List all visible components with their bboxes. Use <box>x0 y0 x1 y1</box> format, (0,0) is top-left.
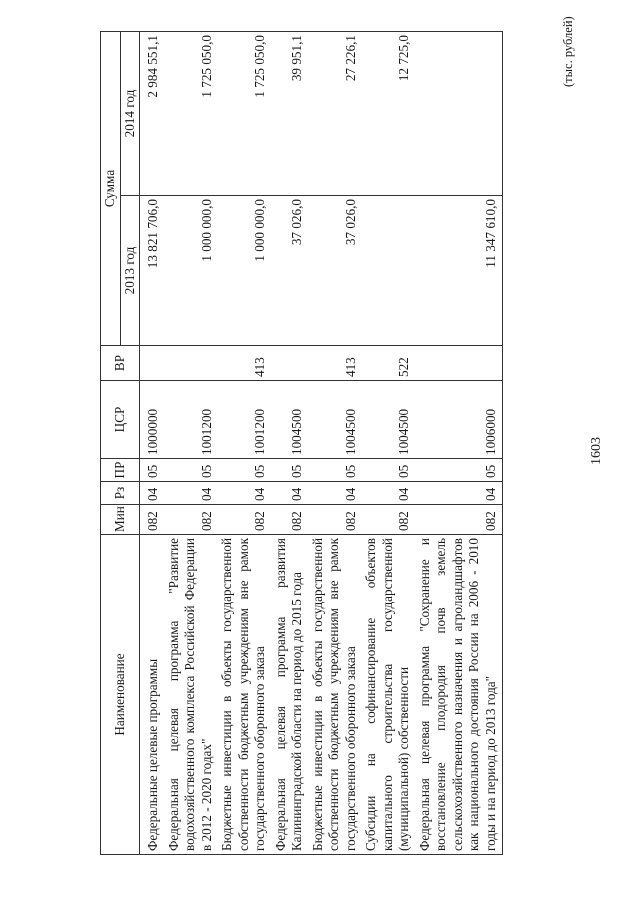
table-row <box>217 32 271 855</box>
row-amount-2013: 37 026,0 <box>271 196 308 346</box>
row-name: Федеральная целевая программа "Сохранение и восстановление плодородия почв земель сельскохозяйственного назначения и агроландшафтов как национального достояния России на 2006 - 2010 годы и на период до 2013 года" <box>415 535 503 855</box>
row-csr: 1004500 <box>308 381 362 459</box>
row-amount-2013: 1 000 000,0 <box>217 196 271 346</box>
row-vr <box>140 346 164 381</box>
table-row <box>164 32 218 855</box>
header-rz: Рз <box>101 482 140 505</box>
row-vr <box>415 346 503 381</box>
row-pr: 05 <box>415 459 503 482</box>
row-name: Бюджетные инвестиции в объекты государственной собственности бюджетным учреждениям вне рамок государственного оборонного заказа <box>308 535 362 855</box>
row-name: Бюджетные инвестиции в объекты государственной собственности бюджетным учреждениям вне рамок государственного оборонного заказа <box>217 535 271 855</box>
row-min: 082 <box>415 505 503 535</box>
header-year-2014: 2014 год <box>120 32 140 196</box>
row-amount-2014: 1 725 050,0 <box>217 32 271 196</box>
row-amount-2014: 1 725 050,0 <box>164 32 218 196</box>
row-vr <box>164 346 218 381</box>
row-csr: 1001200 <box>217 381 271 459</box>
row-csr: 1000000 <box>140 381 164 459</box>
row-min: 082 <box>361 505 415 535</box>
row-min: 082 <box>271 505 308 535</box>
row-name: Субсидии на софинансирование объектов капитального строительства государственной (муниципальной) собственности <box>361 535 415 855</box>
table-row <box>271 32 308 855</box>
row-name: Федеральная целевая программа развития Калининградской области на период до 2015 года <box>271 535 308 855</box>
row-name: Федеральная целевая программа "Развитие водохозяйственного комплекса Российской Федерации в 2012 - 2020 годах" <box>164 535 218 855</box>
header-pr: ПР <box>101 459 140 482</box>
row-min: 082 <box>140 505 164 535</box>
row-amount-2013: 1 000 000,0 <box>164 196 218 346</box>
header-csr: ЦСР <box>101 381 140 459</box>
table-header <box>101 32 140 855</box>
row-vr: 522 <box>361 346 415 381</box>
row-vr: 413 <box>217 346 271 381</box>
row-pr: 05 <box>164 459 218 482</box>
header-name: Наименование <box>101 535 140 855</box>
row-amount-2013 <box>361 196 415 346</box>
row-pr: 05 <box>217 459 271 482</box>
table-row <box>308 32 362 855</box>
row-amount-2014 <box>415 32 503 196</box>
header-min: Мин <box>101 505 140 535</box>
row-csr: 1004500 <box>361 381 415 459</box>
row-rz: 04 <box>308 482 362 505</box>
row-rz: 04 <box>361 482 415 505</box>
row-rz: 04 <box>271 482 308 505</box>
budget-table <box>100 31 503 855</box>
row-pr: 05 <box>308 459 362 482</box>
row-csr: 1006000 <box>415 381 503 459</box>
row-amount-2014: 27 226,1 <box>308 32 362 196</box>
row-rz: 04 <box>415 482 503 505</box>
row-pr: 05 <box>271 459 308 482</box>
row-pr: 05 <box>361 459 415 482</box>
row-amount-2013: 37 026,0 <box>308 196 362 346</box>
row-name: Федеральные целевые программы <box>140 535 164 855</box>
header-year-2013: 2013 год <box>120 196 140 346</box>
header-sum: Сумма <box>101 32 121 346</box>
row-pr: 05 <box>140 459 164 482</box>
row-csr: 1001200 <box>164 381 218 459</box>
row-amount-2013: 11 347 610,0 <box>415 196 503 346</box>
table-row <box>361 32 415 855</box>
row-min: 082 <box>164 505 218 535</box>
table-row <box>415 32 503 855</box>
row-csr: 1004500 <box>271 381 308 459</box>
row-rz: 04 <box>217 482 271 505</box>
row-vr: 413 <box>308 346 362 381</box>
row-rz: 04 <box>140 482 164 505</box>
table-body <box>140 32 503 855</box>
row-amount-2014: 39 951,1 <box>271 32 308 196</box>
row-rz: 04 <box>164 482 218 505</box>
row-min: 082 <box>308 505 362 535</box>
header-vr: ВР <box>101 346 140 381</box>
table-row <box>140 32 164 855</box>
row-min: 082 <box>217 505 271 535</box>
units-label: (тыс. рублей) <box>561 16 575 87</box>
row-vr <box>271 346 308 381</box>
row-amount-2014: 12 725,0 <box>361 32 415 196</box>
row-amount-2013: 13 821 706,0 <box>140 196 164 346</box>
row-amount-2014: 2 984 551,1 <box>140 32 164 196</box>
page-number: 1603 <box>589 437 604 465</box>
